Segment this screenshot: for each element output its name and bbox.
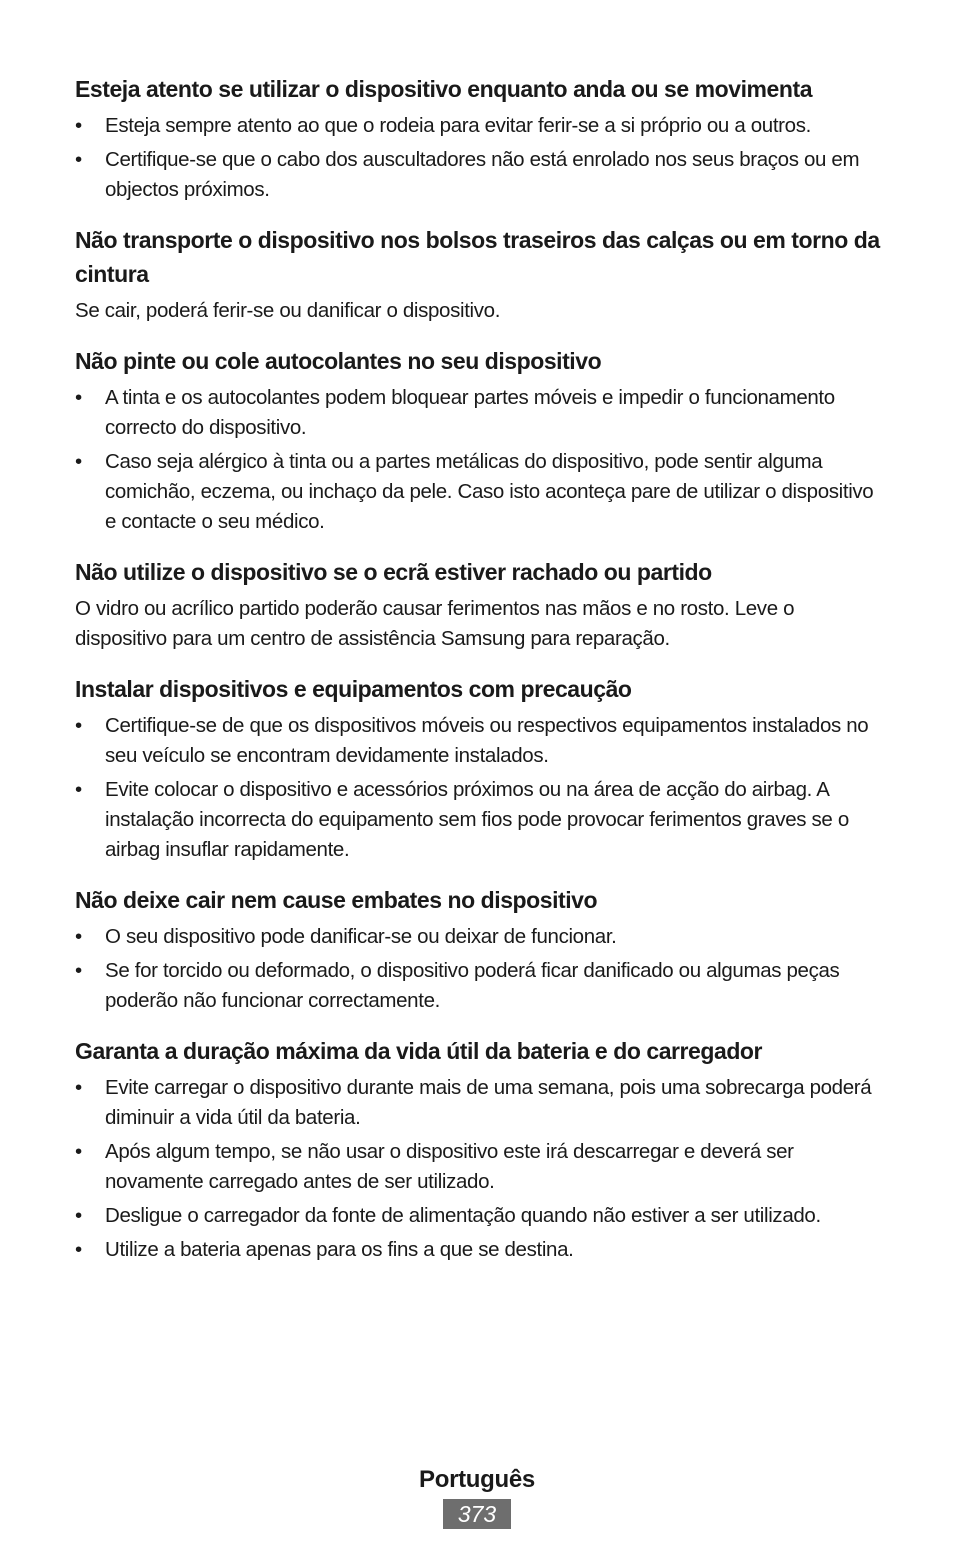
bullet-icon: • xyxy=(75,925,82,948)
list-item-text: A tinta e os autocolantes podem bloquear partes móveis e impedir o funcionamento correcto do dispositivo. xyxy=(105,386,835,439)
list-item xyxy=(75,1235,887,1265)
list-item-text: O seu dispositivo pode danificar-se ou deixar de funcionar. xyxy=(105,925,617,948)
section xyxy=(75,672,887,865)
section-heading: Instalar dispositivos e equipamentos com precaução xyxy=(75,676,632,702)
bullet-icon: • xyxy=(75,1140,82,1163)
bullet-list xyxy=(75,922,887,1016)
list-item xyxy=(75,1073,887,1133)
bullet-icon: • xyxy=(75,114,82,137)
list-item-text: Se for torcido ou deformado, o dispositivo poderá ficar danificado ou algumas peças poderão não funcionar correctamente. xyxy=(105,959,840,1012)
list-item xyxy=(75,447,887,537)
section-heading: Não utilize o dispositivo se o ecrã estiver rachado ou partido xyxy=(75,559,712,585)
list-item xyxy=(75,145,887,205)
list-item-text: Desligue o carregador da fonte de alimentação quando não estiver a ser utilizado. xyxy=(105,1204,821,1227)
section xyxy=(75,1034,887,1265)
section-paragraph: O vidro ou acrílico partido poderão causar ferimentos nas mãos e no rosto. Leve o dispositivo para um centro de assistência Samsung para reparação. xyxy=(75,597,795,650)
bullet-list xyxy=(75,711,887,865)
list-item xyxy=(75,1137,887,1197)
list-item-text: Após algum tempo, se não usar o dispositivo este irá descarregar e deverá ser novamente carregado antes de ser utilizado. xyxy=(105,1140,794,1193)
bullet-icon: • xyxy=(75,450,82,473)
section xyxy=(75,883,887,1016)
section xyxy=(75,223,887,326)
page-content xyxy=(75,72,887,1283)
footer-language: Português xyxy=(419,1466,535,1493)
list-item xyxy=(75,1201,887,1231)
list-item xyxy=(75,922,887,952)
bullet-icon: • xyxy=(75,959,82,982)
section-heading: Garanta a duração máxima da vida útil da bateria e do carregador xyxy=(75,1038,763,1064)
bullet-list xyxy=(75,1073,887,1265)
section-paragraph: Se cair, poderá ferir-se ou danificar o dispositivo. xyxy=(75,299,501,322)
list-item xyxy=(75,775,887,865)
list-item-text: Certifique-se de que os dispositivos móveis ou respectivos equipamentos instalados no seu veículo se encontram devidamente instalados. xyxy=(105,714,869,767)
list-item xyxy=(75,383,887,443)
list-item-text: Certifique-se que o cabo dos auscultadores não está enrolado nos seus braços ou em objectos próximos. xyxy=(105,148,860,201)
bullet-list xyxy=(75,111,887,205)
section-heading: Não transporte o dispositivo nos bolsos traseiros das calças ou em torno da cintura xyxy=(75,227,880,287)
bullet-icon: • xyxy=(75,1204,82,1227)
bullet-icon: • xyxy=(75,714,82,737)
bullet-icon: • xyxy=(75,1076,82,1099)
section-heading: Esteja atento se utilizar o dispositivo enquanto anda ou se movimenta xyxy=(75,76,813,102)
bullet-icon: • xyxy=(75,148,82,171)
list-item-text: Esteja sempre atento ao que o rodeia para evitar ferir-se a si próprio ou a outros. xyxy=(105,114,811,137)
section xyxy=(75,344,887,537)
page-footer xyxy=(0,1463,954,1529)
list-item-text: Evite colocar o dispositivo e acessórios próximos ou na área de acção do airbag. A instalação incorrecta do equipamento sem fios pode provocar ferimentos graves se o airbag insuflar rapidamente. xyxy=(105,778,849,861)
section-heading: Não pinte ou cole autocolantes no seu dispositivo xyxy=(75,348,602,374)
list-item xyxy=(75,956,887,1016)
bullet-icon: • xyxy=(75,778,82,801)
section-heading: Não deixe cair nem cause embates no dispositivo xyxy=(75,887,598,913)
list-item-text: Caso seja alérgico à tinta ou a partes metálicas do dispositivo, pode sentir alguma comichão, eczema, ou inchaço da pele. Caso isto aconteça pare de utilizar o dispositivo e contacte o seu médico. xyxy=(105,450,874,533)
list-item xyxy=(75,111,887,141)
list-item xyxy=(75,711,887,771)
bullet-icon: • xyxy=(75,1238,82,1261)
list-item-text: Utilize a bateria apenas para os fins a que se destina. xyxy=(105,1238,574,1261)
list-item-text: Evite carregar o dispositivo durante mais de uma semana, pois uma sobrecarga poderá diminuir a vida útil da bateria. xyxy=(105,1076,872,1129)
bullet-icon: • xyxy=(75,386,82,409)
page-number: 373 xyxy=(443,1499,511,1529)
section xyxy=(75,72,887,205)
bullet-list xyxy=(75,383,887,537)
section xyxy=(75,555,887,654)
